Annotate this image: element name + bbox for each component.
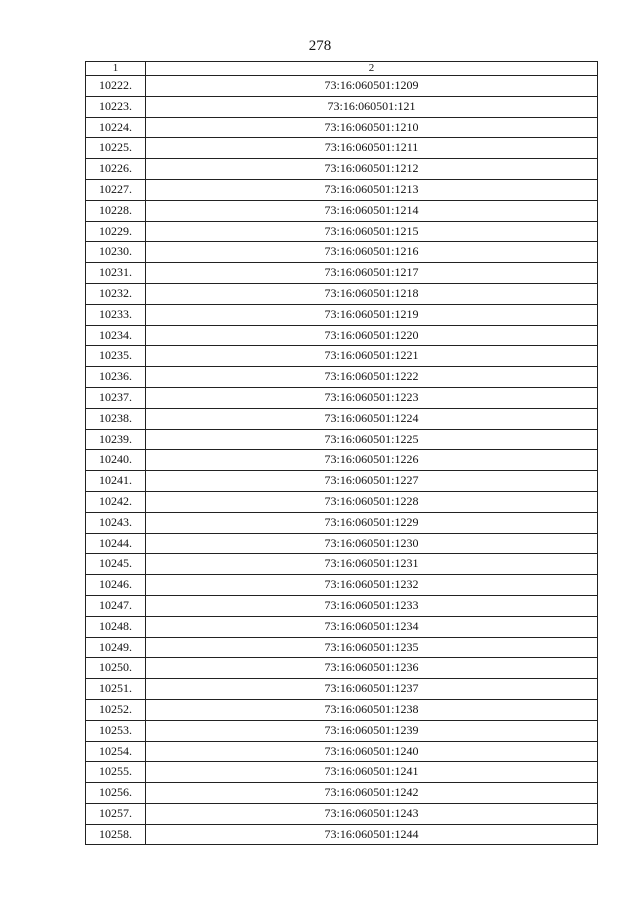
row-number-cell: 10231. [86,263,146,284]
column-header-cadastral-number: 2 [146,62,598,76]
table-row [86,803,598,824]
table-row [86,491,598,512]
table-row [86,720,598,741]
row-number-cell: 10250. [86,658,146,679]
table-row [86,387,598,408]
table-row [86,699,598,720]
table-row [86,304,598,325]
cadastral-number-cell: 73:16:060501:1218 [146,283,598,304]
table-row [86,263,598,284]
row-number-cell: 10223. [86,96,146,117]
table-row [86,325,598,346]
cadastral-number-cell: 73:16:060501:1226 [146,450,598,471]
table-row [86,741,598,762]
row-number-cell: 10256. [86,783,146,804]
table-row [86,221,598,242]
cadastral-number-cell: 73:16:060501:1239 [146,720,598,741]
table-row [86,159,598,180]
row-number-cell: 10239. [86,429,146,450]
row-number-cell: 10248. [86,616,146,637]
page-number: 278 [308,38,332,54]
row-number-cell: 10235. [86,346,146,367]
row-number-cell: 10240. [86,450,146,471]
cadastral-number-cell: 73:16:060501:1227 [146,471,598,492]
table-row [86,783,598,804]
cadastral-number-cell: 73:16:060501:1241 [146,762,598,783]
table-row [86,283,598,304]
row-number-cell: 10226. [86,159,146,180]
table-row [86,367,598,388]
table-row [86,533,598,554]
table-row [86,824,598,845]
table-row [86,471,598,492]
row-number-cell: 10257. [86,803,146,824]
row-number-cell: 10247. [86,595,146,616]
cadastral-number-cell: 73:16:060501:1213 [146,179,598,200]
column-header-number: 1 [86,62,146,76]
cadastral-number-cell: 73:16:060501:1230 [146,533,598,554]
row-number-cell: 10253. [86,720,146,741]
row-number-cell: 10244. [86,533,146,554]
row-number-cell: 10242. [86,491,146,512]
cadastral-number-cell: 73:16:060501:1215 [146,221,598,242]
row-number-cell: 10225. [86,138,146,159]
table-row [86,450,598,471]
row-number-cell: 10224. [86,117,146,138]
table-row [86,242,598,263]
cadastral-number-cell: 73:16:060501:1219 [146,304,598,325]
cadastral-number-cell: 73:16:060501:1244 [146,824,598,845]
table-row [86,575,598,596]
row-number-cell: 10255. [86,762,146,783]
table-row [86,96,598,117]
row-number-cell: 10234. [86,325,146,346]
cadastral-number-cell: 73:16:060501:1240 [146,741,598,762]
row-number-cell: 10251. [86,679,146,700]
cadastral-number-cell: 73:16:060501:1217 [146,263,598,284]
cadastral-number-cell: 73:16:060501:1232 [146,575,598,596]
cadastral-number-cell: 73:16:060501:1212 [146,159,598,180]
table-row [86,595,598,616]
cadastral-number-cell: 73:16:060501:1235 [146,637,598,658]
cadastral-number-cell: 73:16:060501:1231 [146,554,598,575]
table-row [86,637,598,658]
cadastral-number-cell: 73:16:060501:1214 [146,200,598,221]
table-row [86,138,598,159]
table-row [86,512,598,533]
row-number-cell: 10252. [86,699,146,720]
cadastral-number-cell: 73:16:060501:1221 [146,346,598,367]
row-number-cell: 10249. [86,637,146,658]
table-row [86,346,598,367]
row-number-cell: 10227. [86,179,146,200]
cadastral-number-cell: 73:16:060501:1222 [146,367,598,388]
table-row [86,117,598,138]
cadastral-number-cell: 73:16:060501:1238 [146,699,598,720]
table-row [86,679,598,700]
row-number-cell: 10222. [86,76,146,97]
table-row [86,408,598,429]
table-row [86,200,598,221]
cadastral-number-cell: 73:16:060501:1225 [146,429,598,450]
cadastral-number-cell: 73:16:060501:1210 [146,117,598,138]
table-row [86,179,598,200]
row-number-cell: 10237. [86,387,146,408]
cadastral-table [85,61,598,845]
cadastral-number-cell: 73:16:060501:1237 [146,679,598,700]
table-row [86,554,598,575]
cadastral-number-cell: 73:16:060501:1223 [146,387,598,408]
table-header-row [86,62,598,76]
cadastral-number-cell: 73:16:060501:1209 [146,76,598,97]
table-row [86,616,598,637]
row-number-cell: 10258. [86,824,146,845]
row-number-cell: 10243. [86,512,146,533]
row-number-cell: 10254. [86,741,146,762]
cadastral-number-cell: 73:16:060501:1243 [146,803,598,824]
row-number-cell: 10233. [86,304,146,325]
cadastral-number-cell: 73:16:060501:1236 [146,658,598,679]
row-number-cell: 10245. [86,554,146,575]
row-number-cell: 10241. [86,471,146,492]
cadastral-number-cell: 73:16:060501:1234 [146,616,598,637]
cadastral-number-cell: 73:16:060501:1233 [146,595,598,616]
cadastral-number-cell: 73:16:060501:1242 [146,783,598,804]
cadastral-number-cell: 73:16:060501:1224 [146,408,598,429]
table-body [86,76,598,845]
table-row [86,429,598,450]
row-number-cell: 10228. [86,200,146,221]
row-number-cell: 10246. [86,575,146,596]
row-number-cell: 10238. [86,408,146,429]
cadastral-number-cell: 73:16:060501:1216 [146,242,598,263]
cadastral-number-cell: 73:16:060501:1228 [146,491,598,512]
table-row [86,762,598,783]
cadastral-number-cell: 73:16:060501:121 [146,96,598,117]
cadastral-number-cell: 73:16:060501:1220 [146,325,598,346]
table-row [86,658,598,679]
cadastral-number-cell: 73:16:060501:1229 [146,512,598,533]
row-number-cell: 10230. [86,242,146,263]
row-number-cell: 10232. [86,283,146,304]
table-row [86,76,598,97]
cadastral-number-cell: 73:16:060501:1211 [146,138,598,159]
row-number-cell: 10236. [86,367,146,388]
row-number-cell: 10229. [86,221,146,242]
